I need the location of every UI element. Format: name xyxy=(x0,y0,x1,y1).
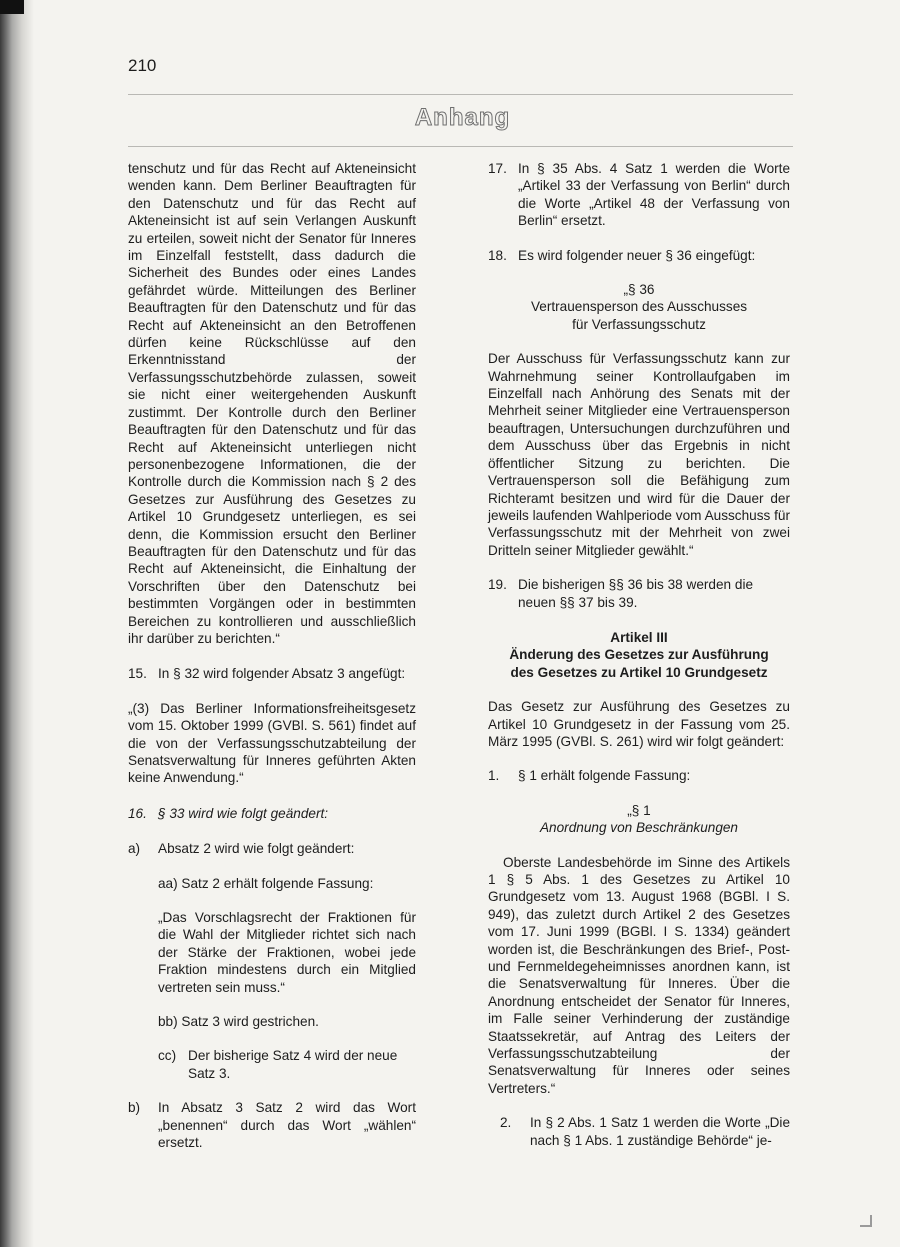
item-number: 19. xyxy=(488,577,507,593)
section-36-title-line-2: für Verfassungsschutz xyxy=(572,316,706,332)
list-item-2 xyxy=(488,1114,790,1149)
item-letter: b) xyxy=(128,1100,141,1116)
item-letter: cc) xyxy=(158,1048,177,1064)
article-title-line-1: Änderung des Gesetzes zur Ausführung xyxy=(509,647,769,663)
list-item-15 xyxy=(128,665,416,682)
item-text: In § 32 wird folgender Absatz 3 angefügt: xyxy=(158,666,406,682)
scan-corner-mark xyxy=(0,0,24,14)
list-item-16 xyxy=(128,805,416,822)
scan-corner-mark-bottom xyxy=(860,1215,872,1227)
sub-item-bb: bb) Satz 3 wird gestrichen. xyxy=(158,1014,319,1030)
sub-item-a xyxy=(128,840,416,857)
section-1-heading: „§ 1 xyxy=(627,802,651,818)
item-letter: a) xyxy=(128,841,141,857)
item-text: In § 2 Abs. 1 Satz 1 werden die Worte „Die nach § 1 Abs. 1 zuständige Behörde“ je- xyxy=(530,1115,790,1148)
section-1-title: Anordnung von Beschränkungen xyxy=(539,820,738,836)
article-intro: Das Gesetz zur Ausführung des Gesetzes zu Artikel 10 Grundgesetz in der Fassung vom 25. März 1995 (GVBl. S. 261) wird wir folgt geändert: xyxy=(488,699,790,749)
right-column xyxy=(488,160,790,1149)
section-36-body: Der Ausschuss für Verfassungsschutz kann zur Wahrnehmung seiner Kontrollaufgaben im Einzelfall nach Anhörung des Senats mit der Mehrheit seiner Mitglieder eine Vertrauensperson beauftragen, Untersuchungen durchzuführen und dem Ausschuss über das Ergebnis in nicht öffentlicher Sitzung zu berichten. Die Vertrauensperson soll die Befähigung zum Richteramt besitzen und wird für die Dauer der jeweils laufenden Wahlperiode vom Ausschuss für Verfassungsschutz mit der Mehrheit von zwei Dritteln seiner Mitglieder gewählt.“ xyxy=(488,351,790,558)
list-item-19 xyxy=(488,576,790,611)
page-number: 210 xyxy=(128,56,157,75)
list-item-18 xyxy=(488,247,790,264)
item-text: In Absatz 3 Satz 2 wird das Wort „benennen“ durch das Wort „wählen“ ersetzt. xyxy=(158,1100,416,1151)
section-1-body: Oberste Landesbehörde im Sinne des Artikels 1 § 5 Abs. 1 des Gesetzes zu Artikel 10 Grundgesetz vom 13. August 1968 (BGBl. I S. 949), das zuletzt durch Artikel 2 des Gesetzes vom 17. Juni 1999 (BGBl. I S. 1334) geändert worden ist, die Beschränkungen des Brief-, Post- und Fernmeldegeheimnisses anordnen kann, ist die Senatsverwaltung für Inneres. Über die Anordnung entscheidet der Senator für Inneres, im Falle seiner Verhinderung der zuständige Staatssekretär, auf Antrag des Leiters der Verfassungsschutzabteilung der Senatsverwaltung für Inneres oder seines Vertreters.“ xyxy=(488,854,790,1096)
section-36-heading: „§ 36 xyxy=(623,282,655,298)
continuation-paragraph: tenschutz und für das Recht auf Akteneinsicht wenden kann. Dem Berliner Beauftragten für den Datenschutz und für das Recht auf Akteneinsicht ist auf sein Verlangen Auskunft zu erteilen, soweit nicht der Senator für Inneres im Einzelfall feststellt, dass dadurch die Sicherheit des Bundes oder eines Landes gefährdet würde. Mitteilungen des Berliner Beauftragten für den Datenschutz und für das Recht auf Akteneinsicht an den Betroffenen dürfen keine Rückschlüsse auf den Erkenntnisstand der Verfassungsschutzbehörde zulassen, soweit sie nicht einer weitergehenden Auskunft zustimmt. Der Kontrolle durch den Berliner Beauftragten für den Datenschutz und für das Recht auf Akteneinsicht unterliegen nicht personenbezogene Informationen, die der Kontrolle durch die Kommission nach § 2 des Gesetzes zur Ausführung des Gesetzes zu Artikel 10 Grundgesetz unterliegen, es sei denn, die Kommission ersucht den Berliner Beauftragten für den Datenschutz und für das Recht auf Akteneinsicht, die Einhaltung der Vorschriften über den Datenschutz bei bestimmten Vorgängen oder in bestimmten Bereichen zu kontrollieren und ausschließlich ihr darüber zu berichten.“ xyxy=(128,161,416,646)
article-title-line-2: des Gesetzes zu Artikel 10 Grundgesetz xyxy=(510,664,768,680)
list-item-17 xyxy=(488,160,790,230)
item-text: Der bisherige Satz 4 wird der neue Satz 3. xyxy=(188,1048,398,1081)
left-column xyxy=(128,160,416,1152)
book-spine-shadow xyxy=(0,0,34,1247)
section-36-title-line-1: Vertrauensperson des Ausschusses xyxy=(530,299,748,315)
item-text: Absatz 2 wird wie folgt geändert: xyxy=(158,841,355,857)
item15-quote: „(3) Das Berliner Informationsfreiheitsgesetz vom 15. Oktober 1999 (GVBl. S. 561) findet auf die von der Verfassungsschutzabteilung der Senatsverwaltung für Inneres geführten Akten keine Anwendung.“ xyxy=(128,700,416,786)
sub-item-aa: aa) Satz 2 erhält folgende Fassung: xyxy=(158,875,374,891)
item-text: In § 35 Abs. 4 Satz 1 werden die Worte „Artikel 33 der Verfassung von Berlin“ durch die Worte „Artikel 48 der Verfassung von Berlin“ ersetzt. xyxy=(518,161,790,229)
aa-quote: „Das Vorschlagsrecht der Fraktionen für die Wahl der Mitglieder richtet sich nach der Stärke der Fraktionen, wobei jede Fraktion mindestens durch ein Mitglied vertreten sein muss.“ xyxy=(158,910,416,995)
header-rule-bottom xyxy=(128,146,793,147)
item-number: 2. xyxy=(500,1115,512,1131)
header-rule-top xyxy=(128,94,793,95)
item-text: Die bisherigen §§ 36 bis 38 werden die neuen §§ 37 bis 39. xyxy=(518,577,754,610)
list-item-1 xyxy=(488,767,790,784)
item-number: 1. xyxy=(488,768,500,784)
item-number: 16. xyxy=(128,805,147,821)
sub-item-cc xyxy=(128,1047,416,1082)
item-text: § 1 erhält folgende Fassung: xyxy=(518,768,691,784)
item-number: 15. xyxy=(128,666,147,682)
running-head: Anhang xyxy=(414,104,511,131)
item-text: Es wird folgender neuer § 36 eingefügt: xyxy=(518,247,756,263)
article-label: Artikel III xyxy=(610,629,668,645)
sub-item-b xyxy=(128,1099,416,1151)
item-number: 17. xyxy=(488,161,507,176)
item-text: § 33 wird wie folgt geändert: xyxy=(158,805,329,821)
item-number: 18. xyxy=(488,247,507,263)
